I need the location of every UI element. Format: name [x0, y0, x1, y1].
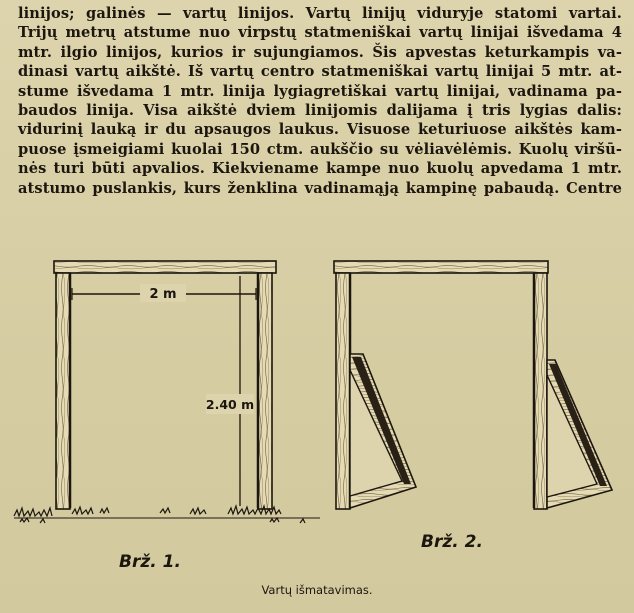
text-line: linijos; galinės — vartų linijos. Vartų linijų viduryje statomi vartai. [18, 5, 622, 22]
figure1-label: Brž. 1. [119, 552, 181, 572]
right-post [534, 273, 547, 509]
text-line: dinasi vartų aikštė. Iš vartų centro statmeniškai vartų linijai 5 mtr. at- [18, 63, 622, 81]
text-line: puose įsmeigiami kuolai 150 ctm. aukščio su vėliavėlėmis. Kuolų viršū- [18, 140, 622, 158]
figure-caption: Vartų išmatavimas. [261, 583, 373, 597]
text-line: baudos linija. Visa aikštė dviem linijomis dalijama į tris lygias dalis: [18, 102, 622, 120]
right-post [258, 273, 272, 509]
text-line: mtr. ilgio linijos, kurios ir sujungiamos. Šis apvestas keturkampis va- [18, 43, 622, 61]
right-brace [547, 360, 612, 508]
goal-side-view [334, 261, 612, 552]
width-label: 2 m [149, 287, 177, 302]
text-line: atstumo puslankis, kurs ženklina vadinamąją kampinę pabaudą. Centre [18, 179, 622, 197]
text-line: vidurinį lauką ir du apsaugos laukus. Visuose keturiuose aikštės kam- [18, 121, 622, 139]
left-post [56, 273, 70, 509]
goal-front-view [14, 261, 320, 572]
text-line: Trijų metrų atstume nuo virpstų statmeniškai vartų linijai išvedama 4 [18, 24, 622, 42]
crossbar [54, 261, 276, 273]
goal-drawings [0, 240, 634, 580]
text-line: stume išvedama 1 mtr. linija lygiagretiškai vartų linijai, vadinama pa- [18, 82, 622, 100]
figure2-label: Brž. 2. [421, 532, 483, 552]
left-brace [350, 354, 416, 508]
text-line: nės turi būti apvalios. Kiekviename kampe nuo kuolų apvedama 1 mtr. [18, 160, 622, 178]
crossbar [334, 261, 548, 273]
height-label: 2.40 m [205, 397, 255, 412]
body-text [18, 4, 622, 198]
left-post [336, 273, 350, 509]
width-dimension [72, 284, 256, 302]
height-dimension [206, 276, 254, 506]
